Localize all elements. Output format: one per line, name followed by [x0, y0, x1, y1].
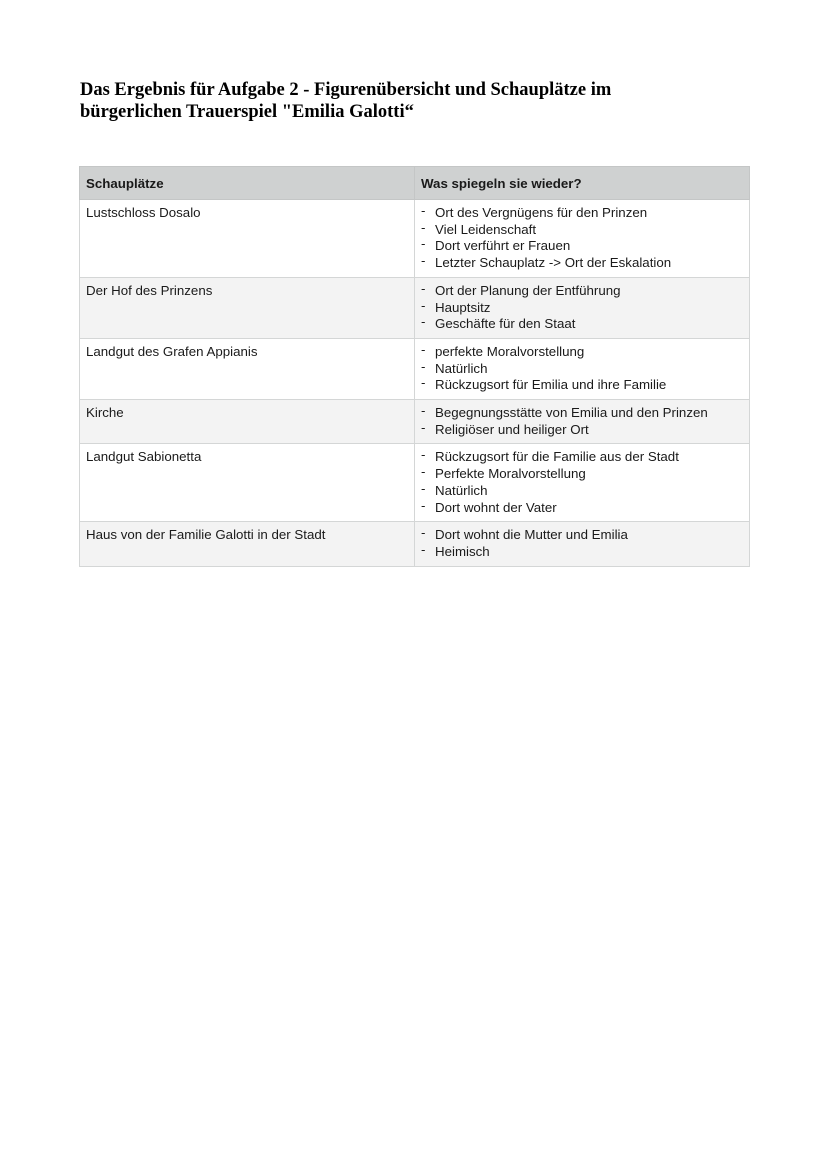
column-header-places: Schauplätze	[80, 167, 415, 200]
page-title-line-2: bürgerlichen Trauerspiel "Emilia Galotti“	[80, 102, 414, 122]
list-item	[421, 238, 743, 255]
list-item	[421, 541, 743, 561]
list-item	[421, 358, 743, 378]
table-row	[80, 522, 750, 566]
list-item-text: Ort des Vergnügens für den Prinzen	[435, 205, 648, 220]
place-cell: Lustschloss Dosalo	[80, 200, 415, 278]
place-cell: Der Hof des Prinzens	[80, 277, 415, 338]
dash-bullet-icon: -	[421, 341, 426, 357]
dash-bullet-icon: -	[421, 297, 426, 313]
list-item	[421, 341, 743, 361]
dash-bullet-icon: -	[421, 358, 426, 374]
list-item-text: Letzter Schauplatz -> Ort der Eskalation	[435, 255, 672, 271]
dash-bullet-icon: -	[421, 375, 426, 391]
column-header-meaning: Was spiegeln sie wieder?	[415, 167, 750, 200]
meaning-cell	[415, 200, 750, 278]
list-item-text: Dort wohnt der Vater	[435, 499, 557, 515]
meaning-list	[421, 205, 743, 272]
dash-bullet-icon: -	[421, 236, 426, 252]
meaning-list	[421, 280, 743, 333]
list-item	[421, 405, 743, 422]
page-title-line-1: Das Ergebnis für Aufgabe 2 - Figurenübersicht und Schauplätze im	[80, 80, 612, 100]
list-item	[421, 466, 743, 483]
list-item	[421, 527, 743, 544]
page-title	[80, 79, 760, 123]
dash-bullet-icon: -	[421, 419, 426, 435]
meaning-cell	[415, 400, 750, 444]
list-item-text: Ort der Planung der Entführung	[435, 282, 621, 298]
place-cell: Haus von der Familie Galotti in der Stadt	[80, 522, 415, 566]
list-item	[421, 205, 743, 222]
dash-bullet-icon: -	[421, 219, 426, 235]
table-header-row	[80, 167, 750, 200]
dash-bullet-icon: -	[421, 403, 426, 419]
table-body	[80, 200, 750, 567]
table-row	[80, 338, 750, 399]
table-row	[80, 277, 750, 338]
list-item-text: Natürlich	[435, 482, 488, 498]
meaning-list	[421, 405, 743, 438]
meaning-cell	[415, 444, 750, 522]
dash-bullet-icon: -	[421, 280, 426, 296]
list-item	[421, 449, 743, 466]
list-item-text: Begegnungsstätte von Emilia und den Prinzen	[435, 405, 708, 421]
dash-bullet-icon: -	[421, 314, 426, 330]
list-item	[421, 316, 743, 333]
list-item	[421, 419, 743, 439]
place-cell: Landgut Sabionetta	[80, 444, 415, 522]
meaning-cell	[415, 277, 750, 338]
list-item-text: Hauptsitz	[435, 299, 491, 315]
place-cell: Landgut des Grafen Appianis	[80, 338, 415, 399]
list-item-text: perfekte Moralvorstellung	[435, 343, 585, 359]
dash-bullet-icon: -	[421, 464, 426, 480]
list-item	[421, 280, 743, 300]
meaning-cell	[415, 338, 750, 399]
place-cell: Kirche	[80, 400, 415, 444]
dash-bullet-icon: -	[421, 253, 426, 269]
meaning-cell	[415, 522, 750, 566]
list-item-text: Geschäfte für den Staat	[435, 316, 576, 332]
meaning-list	[421, 341, 743, 394]
list-item	[421, 219, 743, 239]
list-item-text: Rückzugsort für die Familie aus der Stadt	[435, 449, 679, 465]
list-item-text: Dort wohnt die Mutter und Emilia	[435, 527, 628, 543]
dash-bullet-icon: -	[421, 203, 426, 218]
list-item-text: Viel Leidenschaft	[435, 221, 537, 237]
list-item-text: Rückzugsort für Emilia und ihre Familie	[435, 377, 667, 393]
list-item	[421, 377, 743, 394]
list-item	[421, 480, 743, 500]
table-row	[80, 444, 750, 522]
list-item	[421, 255, 743, 272]
meaning-list	[421, 527, 743, 560]
list-item	[421, 297, 743, 317]
table-row	[80, 200, 750, 278]
dash-bullet-icon: -	[421, 447, 426, 463]
list-item-text: Natürlich	[435, 360, 488, 376]
dash-bullet-icon: -	[421, 480, 426, 496]
table-row	[80, 400, 750, 444]
meaning-list	[421, 449, 743, 516]
places-table	[79, 166, 750, 567]
dash-bullet-icon: -	[421, 541, 426, 557]
list-item-text: Dort verführt er Frauen	[435, 238, 571, 254]
dash-bullet-icon: -	[421, 525, 426, 541]
list-item-text: Religiöser und heiliger Ort	[435, 421, 589, 437]
list-item-text: Perfekte Moralvorstellung	[435, 466, 586, 482]
list-item-text: Heimisch	[435, 543, 490, 559]
dash-bullet-icon: -	[421, 497, 426, 513]
list-item	[421, 497, 743, 517]
